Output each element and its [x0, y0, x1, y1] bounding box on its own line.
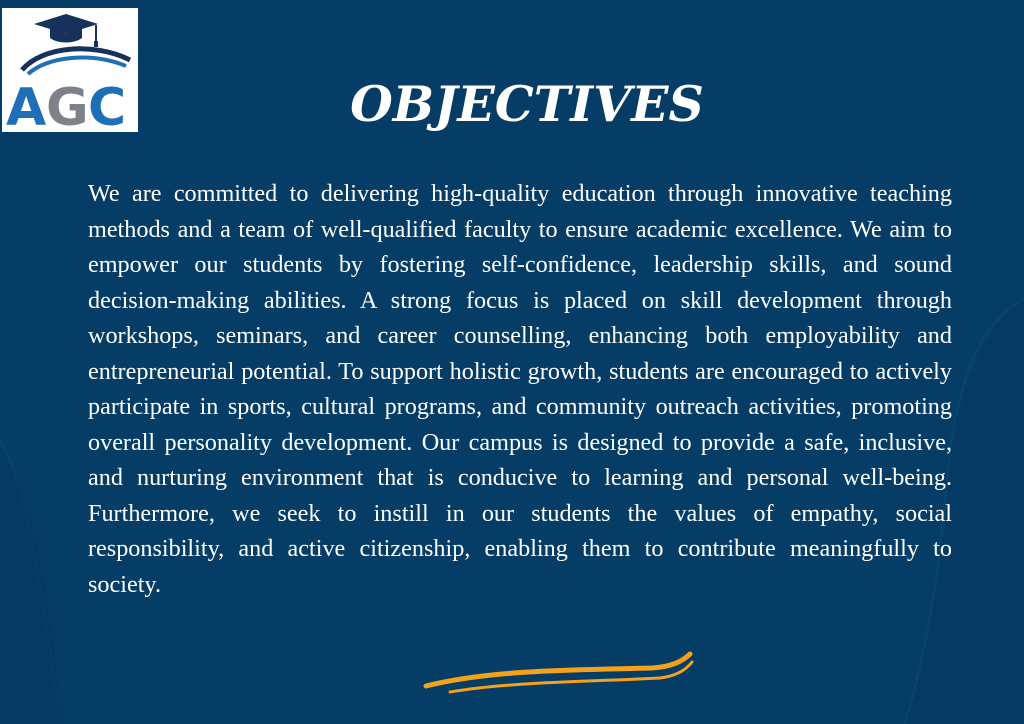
objectives-paragraph: We are committed to delivering high-quality education through innovative teaching methods and a team of well-qualified faculty to ensure academic excellence. We aim to empower our students by fostering self-confidence, leadership skills, and sound decision-making abilities. A strong focus is placed on skill development through workshops, seminars, and career counselling, enhancing both employability and entrepreneurial potential. To support holistic growth, students are encouraged to actively participate in sports, cultural programs, and community outreach activities, promoting overall personality development. Our campus is designed to provide a safe, inclusive, and nurturing environment that is conducive to learning and personal well-being. Furthermore, we seek to instill in our students the values of empathy, social responsibility, and active citizenship, enabling them to contribute meaningfully to society. [88, 180, 952, 598]
logo-letters: A [6, 78, 47, 132]
decorative-swoosh-icon [420, 648, 696, 698]
graduation-cap-icon [34, 14, 98, 47]
page-title: OBJECTIVES [350, 75, 704, 133]
svg-text:G: G [46, 78, 89, 132]
college-logo [2, 8, 138, 132]
svg-text:C: C [88, 78, 127, 132]
